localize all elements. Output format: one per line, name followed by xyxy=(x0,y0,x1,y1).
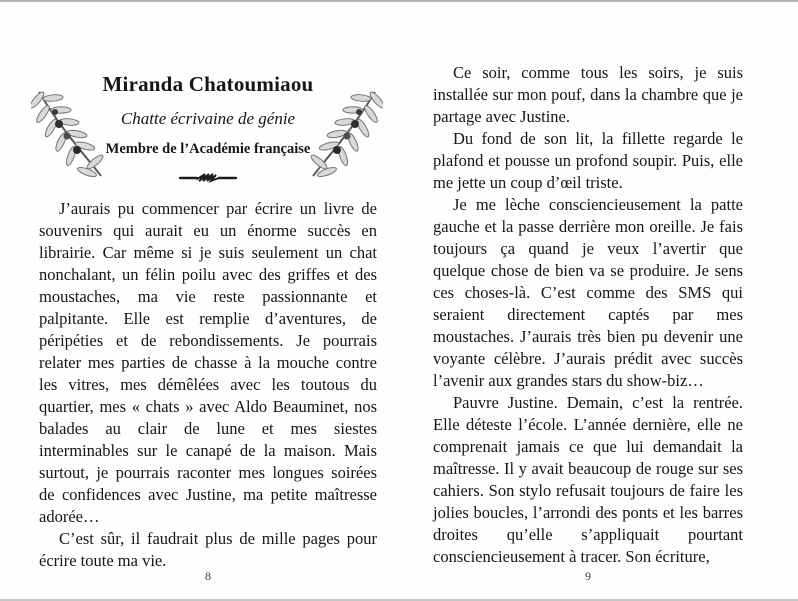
paragraph: Je me lèche consciencieusement la patte gauche et la passe derrière mon oreille. Je fais toujours ça quand je veux l’avertir que quelque chose de bien va se produire. Je sens ces choses-là. C’est comme des SMS qui seraient directement captés par mes moustaches. J’aurais très bien pu devenir une voyante célèbre. J’aurais prédit avec succès l’avenir aux grandes stars du show-biz… xyxy=(433,195,743,390)
author-subtitle: Chatte écrivaine de génie xyxy=(120,109,296,128)
page-number-left: 8 xyxy=(205,569,211,583)
author-title: Miranda Chatoumiaou xyxy=(102,72,314,96)
paragraph: Ce soir, comme tous les soirs, je suis installée sur mon pouf, dans la chambre que je partage avec Justine. xyxy=(433,63,743,126)
page-number-right: 9 xyxy=(585,569,591,583)
left-page-text xyxy=(39,198,377,572)
olive-branch-icon xyxy=(31,84,105,180)
olive-branch-icon xyxy=(309,84,383,180)
right-page-text xyxy=(433,62,743,568)
paragraph: Pauvre Justine. Demain, c’est la rentrée. Elle déteste l’école. L’année dernière, elle ne comprenait jamais ce que lui demandait la maîtresse. Il y avait beaucoup de rouge sur ses cahiers. Son stylo refusait toujours de faire les jolies boucles, l’arrondi des ponts et les barres droites qu’elle s’appliquait pourtant consciencieusement à tracer. Son écriture, xyxy=(433,393,743,566)
paragraph: Du fond de son lit, la fillette regarde le plafond et pousse un profond soupir. Puis, elle me jette un coup d’œil triste. xyxy=(433,129,743,192)
chapter-header xyxy=(39,72,377,190)
paragraph: J’aurais pu commencer par écrire un livre de souvenirs qui aurait eu un énorme succès en librairie. Car même si je suis seulement un chat nonchalant, un félin poilu avec des griffes et des moustaches, ma vie reste passionnante et palpitante. Elle est remplie d’aventures, de péripéties et de rebondissements. Je pourrais relater mes parties de chasse à la mouche contre les vitres, mes démêlées avec les toutous du quartier, mes « chats » avec Aldo Beauminet, nos balades au clair de lune et mes siestes interminables sur le canapé de la maison. Mais surtout, je pourrais raconter mes longues soirées de confidences avec Justine, ma petite maîtresse adorée… xyxy=(39,199,377,526)
page-right xyxy=(433,0,743,601)
paragraph: C’est sûr, il faudrait plus de mille pages pour écrire toute ma vie. xyxy=(39,529,377,570)
page-left xyxy=(39,0,377,601)
author-affiliation: Membre de l’Académie française xyxy=(105,141,311,157)
